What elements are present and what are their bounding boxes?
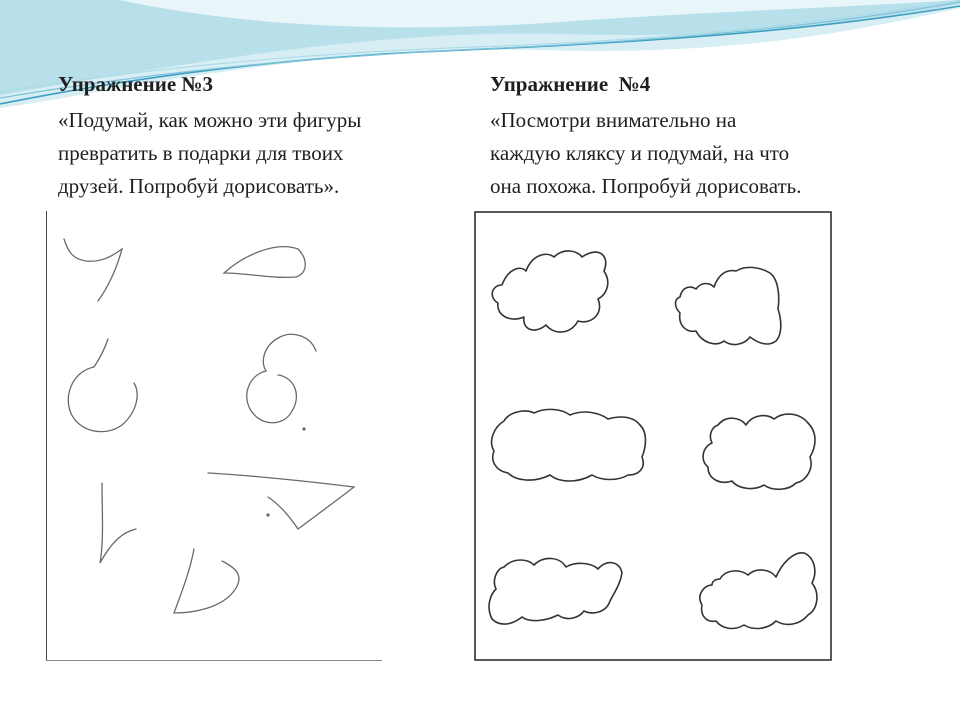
exercise-4-line: каждую кляксу и подумай, на что [490,141,790,165]
shape-pointed-loop [174,549,239,613]
blot-1 [492,251,608,332]
shape-digit-six [247,334,316,422]
exercise-4-title: Упражнение №4 [490,72,651,96]
exercise-3-line: друзей. Попробуй дорисовать». [58,174,340,198]
blot-3 [492,409,646,481]
shape-leaf-drop [224,247,305,278]
exercise-3-shapes-image [46,211,382,661]
exercise-4-line: она похожа. Попробуй дорисовать. [490,174,802,198]
exercise-3-line: «Подумай, как можно эти фигуры [58,108,362,132]
exercise-3-title: Упражнение №3 [58,72,213,96]
shape-l-hook [100,483,136,563]
exercise-3-line: превратить в подарки для твоих [58,141,344,165]
shape-circle-with-stem [68,339,137,432]
blot-4 [703,414,815,489]
shape-triangle [208,473,354,529]
blot-2 [676,267,781,344]
exercise-4-line: «Посмотри внимательно на [490,108,737,132]
exercise-4-blots-image [474,211,832,661]
exercise-4-description [490,104,801,203]
blot-5 [489,558,622,624]
exercise-3-description [58,104,361,203]
blot-6 [700,553,817,629]
shape-hook-curve [64,239,122,301]
